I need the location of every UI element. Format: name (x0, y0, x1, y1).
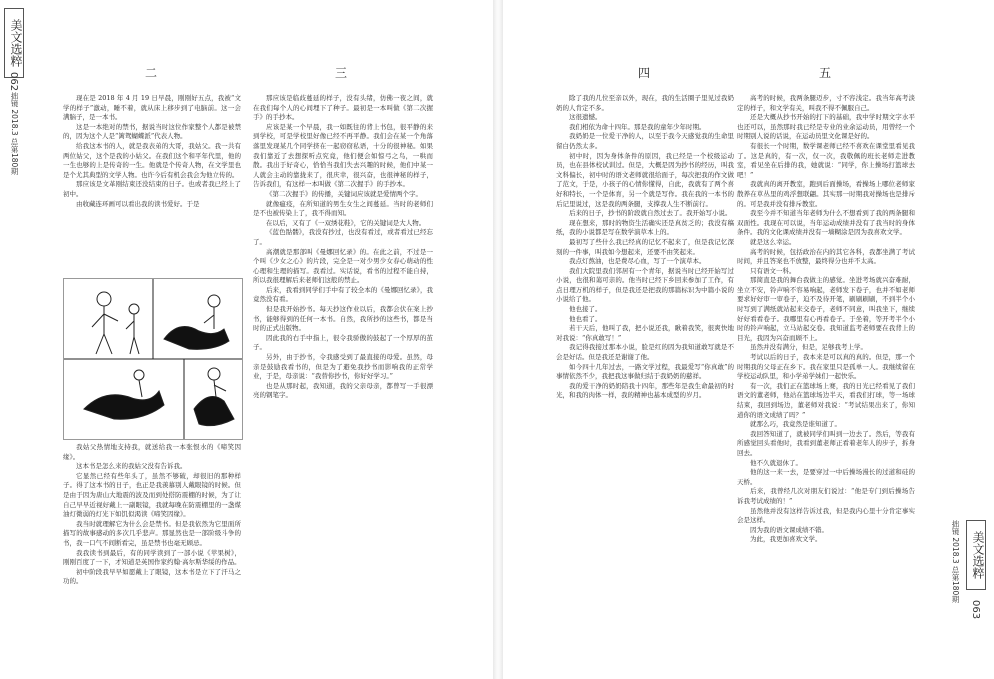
paragraph: 虽然他并没有这样告诉过我，但是我内心里十分肯定事实会是这样。 (737, 506, 915, 525)
paragraph: 有很长一个时期，数学课老师已经不喜欢在课堂里看见我了。这是真的，有一次，仅一次，我敬佩的班长老师走进教室，看见坐在后排的我，她就说：“同学，你上操场打篮球去吧！” (737, 141, 915, 179)
page-gutter (493, 0, 503, 679)
paragraph: 给我这本书的人，就是我表弟的大哥，我姑父。我一共有两位姑父，这个是我的小姑父。在我们这个和平年代里，他的一生也够的上是传奇的一生。他就是个传奇人物，在文学里也是个尤其典型的文学人物。也许今后有机会我会为他立传的。 (63, 141, 241, 179)
right-section-tab: 美文选粹 (966, 520, 986, 590)
paragraph: 《蓝色骷髅》，我没有抄过，也没有看过，或者看过已经忘了。 (253, 228, 433, 246)
paragraph: 我姑父热情地支持我，就送给我一本张恨水的《啼笑因缘》。 (63, 443, 241, 461)
paragraph: 后来，我看到同学们手中有了较全本的《曼娜回忆录》，我竟然没有看。 (253, 285, 433, 304)
paragraph: 那应该是临歧蔓延的样子，没有头绪，仿佛一夜之间，就在我们每个人的心间埋下了种子。最初是一本叫做《第二次握手》的手抄本。 (253, 94, 433, 122)
paragraph: 考试以后的日子，我本来是可以真的真的。但是，那一个时期我的父母正在乡下。我在家里只是孤单一人。我继续留在学校运动队里，和小学弟学妹们一起快乐。 (737, 353, 915, 381)
column-3-text (253, 94, 433, 674)
comic-illustration (63, 278, 243, 440)
paragraph: 高考的时候，包括政治在内的其它各科，我都坐满了考试时间，并且答案也不放整，最终得分也并不太高。 (737, 247, 915, 266)
paragraph: 他也接了。 (569, 305, 602, 314)
paragraph: 初中时，因为身体条件的原因，我已经是一个校级运动员，也在县体校试训过。但是，大概是因为抄书的经历，叫我文科偏长，初中时的语文老师就很给面子，每次把我的作文做了范文，于是，小孩子的心情你懂得，自此，我就有了两个喜好和特长，一个是体育，另一个就是写作。我在我的一本书的后记里说过，这是我的两条腿，支撑我人生不断前行。 (556, 151, 734, 208)
paragraph: 应该是某一个早晨，我一如既往的背上书包，很平静的来到学校，可是学校里好像已经不再平静。我们会在某一个角落落里发现某几个同学挤在一起窃窃私语，十分的很神秘。如果我们靠近了去想探听点究竟，他们便会如惊弓之鸟，一哄而散。我出于好奇心，恰恰当我们失去兴趣的时候，他们中某一人就会主动的靠拢来了，很庆幸，很兴奋，也很神秘的样子，告诉我们，有这样一本叫做《第二次握手》的手抄本。 (253, 122, 433, 189)
paragraph: 若干天后，他叫了我，把小说还我，瞅着我笑，很爽快地对我说：“你真敢写！” (556, 324, 734, 342)
section-heading-4: 四 (637, 66, 652, 80)
paragraph: 它显然已经有些年头了，虽然不够破，却很旧的那种样子。得了这本书的日子，也正是我羡慕别人戴眼镜的时候。但是由于因为唐山大地震的波及而到处搭防震棚的时候，为了让自己早早近视好戴上一副眼镜，我就每晚在防震棚里的一盏煤油灯微弱的灯光下如饥似渴读《啼笑因缘》。 (63, 471, 241, 519)
paragraph: 《第二次握手》的传播，关键词应该就是爱情两个字。 (266, 189, 422, 198)
left-running-meta: 拙镜 2018.3 总第180期 (10, 92, 19, 175)
paragraph: 高考的时候，我两条腿迈步，寸不容浅定。我当年高考淡定的样子，和文学有关，叫我不得不佩服自己。 (737, 94, 915, 112)
paragraph: 这本书是怎么来的我姑父没有告诉我。 (76, 462, 187, 471)
paragraph: 为此，我更加喜欢文学。 (750, 535, 822, 544)
paragraph: 我就真的离开教室，跑到后面操场，看操场上哪位老师家散养在草丛里的鸡浮想联翩。其实那一时期我对操场也是排斥的。可是我并没有排斥教室。 (737, 180, 915, 208)
paragraph: 我奶奶是一位爱干净的人，以至于我今天感觉我的生命里留白仍然太多。 (556, 132, 734, 150)
section-heading-2: 二 (144, 66, 159, 80)
paragraph: 我点灯熬油，也是费尽心血，写了一个演草本。 (569, 257, 706, 266)
paragraph: 只有语文一科。 (750, 266, 796, 275)
right-page-number: 063 (970, 600, 981, 620)
paragraph: 他也看了。 (569, 314, 602, 323)
paragraph: 但是我开始抄书。每天抄这作业以后，我都会伏在案上抄书，能够得到的任何一本书。自然，我所抄的这些书，都是当时的正式出版物。 (253, 305, 433, 333)
paragraph: 他不久就退休了。 (750, 458, 802, 467)
paragraph: 就是这么幸运。 (750, 237, 796, 246)
paragraph: 因此我的右手中指上，很令我骄傲的鼓起了一个厚厚的茧子。 (253, 333, 433, 352)
paragraph: 后来的日子，抄书的阶段就自然过去了。我开始写小说。 (569, 209, 732, 218)
paragraph: 我们大院里我们邻居有一个青年，据说当时已经开始写过小说，也很和蔼可亲的。他当时已经下乡回来参加了工作，有点日理万机的样子，但是我还是把我的那篇标识为中篇小说的小说给了他。 (556, 266, 734, 304)
paragraph: 就像瘟疫，在所知道的男生女生之间蔓延。当时的老师们是不也被传染上了，我不得而知。 (253, 199, 433, 218)
paragraph: 我回答知道了，就被同学们叫到一边去了。然后，等我有所感觉回头看他时，我看到董老师正看着老年人的步子，拆身回去。 (737, 429, 915, 457)
paragraph: 除了我的几位至亲以外，现在，我的生活圈子里见过我奶奶的人肯定不多。 (556, 94, 734, 112)
paragraph: 这是一本绝对的禁书，据说当时这位作家整个人都是被禁的，因为这个人是“篱鸳蝴蝶派”代表人物。 (63, 122, 241, 141)
paragraph: 这很遗憾。 (569, 113, 602, 122)
illustration-drawing (64, 279, 242, 439)
section-heading-3: 三 (334, 66, 349, 80)
paragraph: 我至今并不知道当年老师为什么不想看到了我的两条腿和双面性。我现在可以说，当年运动成绩并没有了我当时的身体条件。我的文化课成绩并没有一墙糊涂是因为我喜欢文学。 (737, 209, 915, 237)
paragraph: 有一次，我们正在篮球场上赛，我的日光已经看见了我们语文的董老师，他站在篮球场边半天，看我们打球，等一场球结束，我回到场边，董老师对我说：“考试结果出来了，你知道你的语文成绩了吗？” (737, 381, 915, 419)
section-heading-5: 五 (818, 66, 833, 80)
paragraph: 高潮就是那部叫《曼娜回忆录》的。在此之前，不过是一个叫《少女之心》的片段，完全是一对少男少女春心萌动的性心理和生理的描写。我看过。实话说，看书的过程不能自持，所以我很理解后来老师们这般的禁止。 (253, 247, 433, 285)
paragraph: 他的这一来一去，是要穿过一中后操场漫长的过道和硅的天桥。 (737, 468, 915, 486)
paragraph: 我当时就理解它为什么会是禁书。但是我依然为它里面所描写的故事感动的多次几乎悲声。那显然也是一部阶级斗争的书，我一口气不间断看完，虽是禁书也毫无顾忌。 (63, 519, 241, 547)
paragraph: 就那么巧，我竟然是谁知道了。 (750, 420, 841, 429)
paragraph: 那应该是文革刚结束还没结束的日子。也或者我已经上了初中。 (63, 180, 241, 198)
column-2-text-continued (63, 443, 241, 673)
paragraph: 也是从那时起，我知道，我的父亲母亲，都曾写一手很漂亮的钢笔字。 (253, 381, 433, 400)
paragraph: 由收藏连环画可以看出我的读书爱好。于是 (76, 199, 200, 208)
column-5-text (737, 94, 915, 674)
column-2-text (63, 94, 241, 277)
paragraph: 最初写了些什么我已经真的记忆不起来了，但是我记忆深刻的一件事，叫我如今想起来，还要不由笑起来。 (556, 237, 734, 256)
paragraph: 虽然并没有满分，但是，足够我考上学。 (750, 343, 867, 352)
right-running-meta: 拙镜 2018.3 总第180期 (951, 520, 960, 603)
paragraph: 初中阶段我早早如愿戴上了眼镜，这本书是立下了汗马之功的。 (63, 567, 241, 586)
paragraph: 另外，由于抄书，令我感受到了最直接的母爱。虽然，母亲是鼓励我看书的，但是为了避免我抄书而影响我的正常学业，于是，母亲说：“我替你抄书，你好好学习。” (253, 353, 433, 381)
paragraph: 后来，我曾经几次对朋友们说过：“他是专门到后操场告诉我考试成绩的！” (737, 487, 915, 505)
left-page-number: 062 (8, 72, 19, 92)
column-4-text (556, 94, 734, 674)
paragraph: 如今四十几年过去，一路文学过程，我最爱写“你真敢”的事情依然不少，我把我这事做归结于我奶奶的慈祥。 (556, 362, 734, 381)
paragraph: 在以后，又有了《一双绣花鞋》，它的关键词是大人物。 (266, 218, 426, 227)
paragraph: 现在是 2018 年 4 月 19 日早晨，刚刚好五点，我被“文学的样子”激动，睡不着，就从床上移步到了电脑前。这一会满脑子，是一本书。 (63, 94, 241, 122)
left-section-tab: 美文选粹 (4, 8, 24, 78)
paragraph: 那简直是我的舞台我做主的感觉。坐进考场就兴奋难耐，坐立不安，铃声响不容易响起，老师发下卷子，也并不如老师要求好好审一审卷子，迫不及待开笔，刷刷刷刷，不到半个小时写到了满纸就站起来交卷子，老师不同意，叫我坐下，继续好好看看卷子。我哪里有心再看卷子。于坐着，等开考半个小时的铃声响起，立马站起交卷。我知道监考老师要在我背上的目光，我因为兴奋而顾不上。 (737, 276, 915, 342)
paragraph: 还是大概从抄书开始的打下的基础，我中学时期文字水平也还可以，虽然那时我已经是专业的业余运动员，用曾经一个时期别人说的话说，在运动员里文化课是好的。 (737, 113, 915, 141)
paragraph: 我记得我接过那本小说，脸是红的因为我知道敢写就是不会是好话。但是我还是谢谢了他。 (556, 343, 734, 362)
paragraph: 因为我的语文课成绩不错。 (750, 525, 828, 534)
paragraph: 我的爱干净的奶奶陪我十四年，那些年是我生命最初的时光，和我的肉体一样，我的精神也基本成型的岁月。 (556, 381, 734, 400)
paragraph: 我们相依为命十四年。那是我的童年少年时期。 (569, 122, 706, 131)
paragraph: 我我读书到最后，有的同学读到了一部小说《苹果树》，刚刚百度了一下，才知道是英国作家约翰·高尔斯华绥的作品。 (63, 548, 241, 567)
paragraph: 现在想来，那时的物资生活确实还是真贫乏的；我没有稿纸，我的小说都是写在数学演草本上的。 (556, 218, 734, 237)
